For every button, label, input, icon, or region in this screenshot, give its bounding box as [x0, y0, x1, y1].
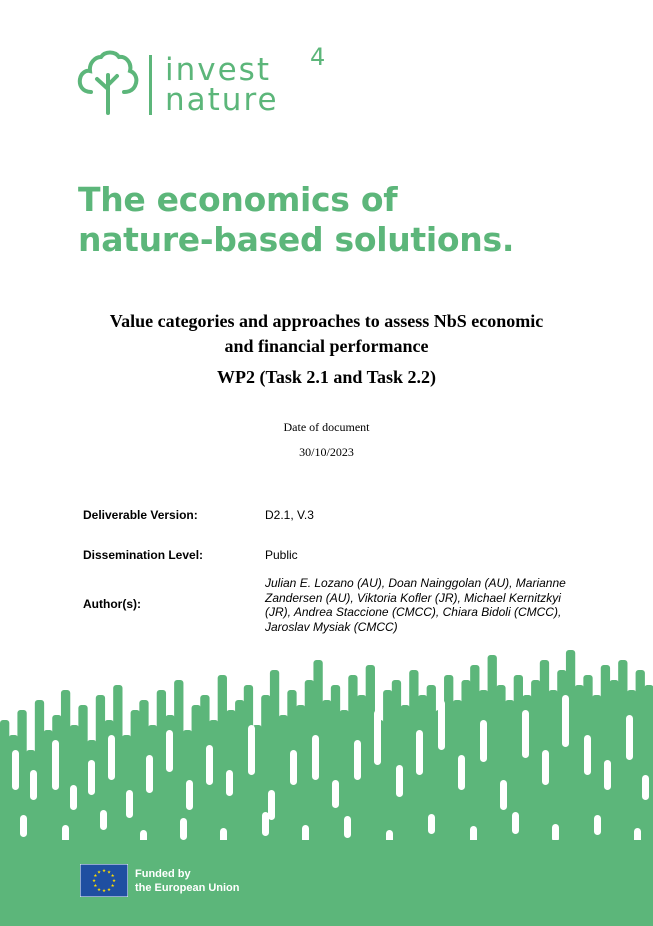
authors-label: Author(s): [83, 597, 141, 611]
logo-superscript: 4 [310, 43, 326, 71]
funded-line-1: Funded by [135, 868, 191, 880]
eu-star-icon: ★ [110, 884, 115, 890]
funding-statement [135, 867, 240, 895]
eu-star-icon: ★ [93, 874, 98, 880]
eu-star-icon: ★ [111, 879, 117, 885]
version-label: Deliverable Version: [83, 508, 198, 522]
logo-word-nature: nature [165, 82, 279, 118]
dissemination-label: Dissemination Level: [83, 548, 204, 562]
tree-icon [77, 45, 139, 115]
eu-star-icon: ★ [101, 869, 107, 875]
funded-line-2: the European Union [135, 882, 240, 894]
dissemination-value: Public [265, 548, 298, 562]
page-title [78, 180, 618, 260]
date-value: 30/10/2023 [299, 445, 354, 459]
title-line-1: The economics of [78, 180, 398, 219]
authors-line: (JR), Andrea Staccione (CMCC), Chiara Bidoli (CMCC), [265, 605, 562, 619]
authors-list [265, 576, 580, 634]
authors-line: Julian E. Lozano (AU), Doan Nainggolan (AU), Marianne [265, 576, 566, 590]
title-line-2: nature-based solutions. [78, 220, 515, 259]
eu-star-icon: ★ [106, 870, 112, 876]
version-value: D2.1, V.3 [265, 508, 314, 522]
eu-star-icon: ★ [110, 874, 115, 880]
date-label: Date of document [283, 420, 370, 434]
work-package: WP2 (Task 2.1 and Task 2.2) [217, 367, 436, 387]
subtitle-line-1: Value categories and approaches to assess NbS economic [109, 311, 544, 331]
logo-divider [149, 55, 152, 115]
eu-star-icon: ★ [93, 884, 98, 890]
invest4nature-logo [77, 45, 347, 120]
logo-word-invest: invest [165, 52, 271, 88]
eu-star-icon: ★ [101, 889, 107, 895]
subtitle-line-2: and financial performance [224, 336, 429, 356]
eu-star-icon: ★ [96, 887, 102, 893]
eu-flag-icon [80, 864, 128, 897]
eu-star-icon: ★ [91, 879, 97, 885]
eu-star-icon: ★ [106, 887, 112, 893]
document-subtitle [60, 309, 593, 359]
authors-line: Jaroslav Mysiak (CMCC) [265, 619, 398, 634]
authors-line: Zandersen (AU), Viktoria Kofler (JR), Michael Kernitzkyi [265, 590, 561, 605]
eu-star-icon: ★ [96, 870, 102, 876]
